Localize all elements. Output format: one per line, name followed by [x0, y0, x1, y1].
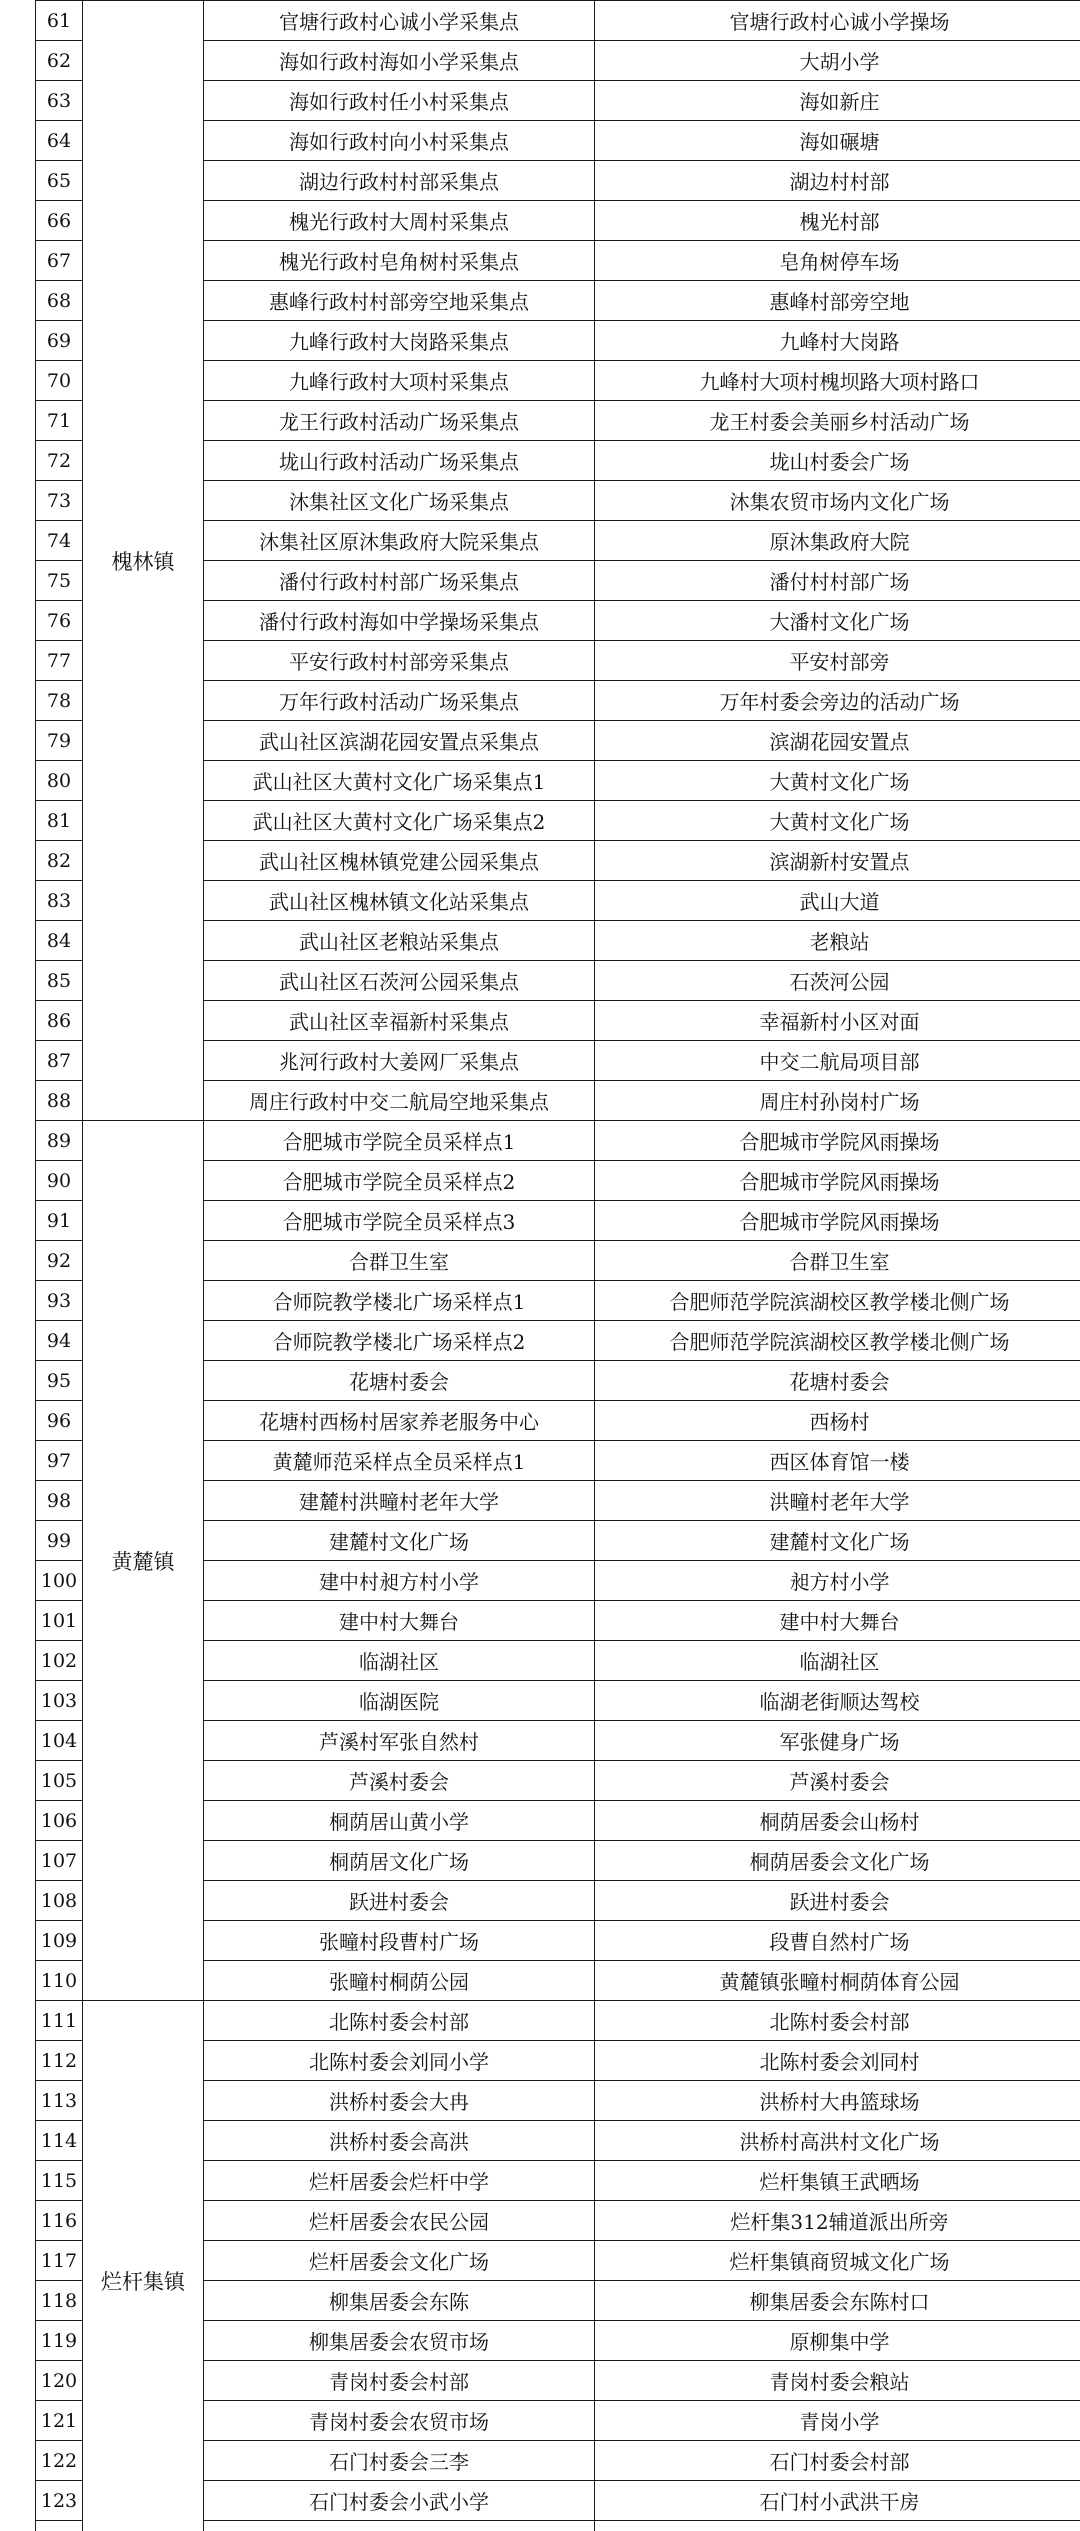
- row-number: 90: [36, 1161, 83, 1201]
- sampling-location: 西区体育馆一楼: [595, 1441, 1080, 1481]
- sampling-point-name: 临湖社区: [204, 1641, 595, 1681]
- sampling-location: 大黄村文化广场: [595, 761, 1080, 801]
- sampling-location: 烂杆集312辅道派出所旁: [595, 2201, 1080, 2241]
- row-number: 107: [36, 1841, 83, 1881]
- sampling-point-name: 惠峰行政村村部旁空地采集点: [204, 281, 595, 321]
- row-number: 121: [36, 2401, 83, 2441]
- sampling-point-name: [204, 2521, 595, 2531]
- row-number: 87: [36, 1041, 83, 1081]
- sampling-location: 合群卫生室: [595, 1241, 1080, 1281]
- sampling-location: 合肥城市学院风雨操场: [595, 1161, 1080, 1201]
- row-number: 109: [36, 1921, 83, 1961]
- sampling-location: 大黄村文化广场: [595, 801, 1080, 841]
- row-number: 65: [36, 161, 83, 201]
- row-number: 79: [36, 721, 83, 761]
- sampling-location: 滨湖花园安置点: [595, 721, 1080, 761]
- row-number: 115: [36, 2161, 83, 2201]
- row-number: 118: [36, 2281, 83, 2321]
- sampling-point-name: 海如行政村海如小学采集点: [204, 41, 595, 81]
- row-number: 100: [36, 1561, 83, 1601]
- sampling-point-name: 合肥城市学院全员采样点2: [204, 1161, 595, 1201]
- sampling-point-name: 洪桥村委会大冉: [204, 2081, 595, 2121]
- sampling-point-name: 桐荫居山黄小学: [204, 1801, 595, 1841]
- sampling-point-name: 武山社区滨湖花园安置点采集点: [204, 721, 595, 761]
- sampling-point-name: 沐集社区原沐集政府大院采集点: [204, 521, 595, 561]
- row-number: 88: [36, 1081, 83, 1121]
- sampling-location: 武山大道: [595, 881, 1080, 921]
- sampling-point-name: 桐荫居文化广场: [204, 1841, 595, 1881]
- sampling-point-name: 武山社区槐林镇党建公园采集点: [204, 841, 595, 881]
- row-number: 62: [36, 41, 83, 81]
- sampling-point-name: 兆河行政村大姜网厂采集点: [204, 1041, 595, 1081]
- row-number: 122: [36, 2441, 83, 2481]
- row-number: 96: [36, 1401, 83, 1441]
- sampling-point-name: 北陈村委会刘同小学: [204, 2041, 595, 2081]
- town-name-cell: 烂杆集镇: [83, 2001, 204, 2531]
- row-number: 103: [36, 1681, 83, 1721]
- sampling-point-name: 烂杆居委会文化广场: [204, 2241, 595, 2281]
- table-row: [36, 2001, 1080, 2041]
- sampling-location: 石茨河公园: [595, 961, 1080, 1001]
- table-body: [36, 1, 1080, 2531]
- sampling-point-name: 合肥城市学院全员采样点3: [204, 1201, 595, 1241]
- row-number: 101: [36, 1601, 83, 1641]
- sampling-location: 合肥师范学院滨湖校区教学楼北侧广场: [595, 1281, 1080, 1321]
- row-number: 75: [36, 561, 83, 601]
- row-number: 106: [36, 1801, 83, 1841]
- sampling-location: [595, 2521, 1080, 2531]
- table-row: [36, 1121, 1080, 1161]
- sampling-point-name: 潘付行政村村部广场采集点: [204, 561, 595, 601]
- sampling-point-name: 石门村委会三李: [204, 2441, 595, 2481]
- sampling-point-name: 槐光行政村大周村采集点: [204, 201, 595, 241]
- sampling-point-name: 沐集社区文化广场采集点: [204, 481, 595, 521]
- sampling-location: 九峰村大项村槐坝路大项村路口: [595, 361, 1080, 401]
- sampling-location: 段曹自然村广场: [595, 1921, 1080, 1961]
- sampling-point-name: 湖边行政村村部采集点: [204, 161, 595, 201]
- sampling-location: 垅山村委会广场: [595, 441, 1080, 481]
- sampling-location: 军张健身广场: [595, 1721, 1080, 1761]
- sampling-point-name: 官塘行政村心诚小学采集点: [204, 1, 595, 41]
- row-number: 72: [36, 441, 83, 481]
- row-number: 83: [36, 881, 83, 921]
- sampling-point-name: 柳集居委会东陈: [204, 2281, 595, 2321]
- sampling-location: 柳集居委会东陈村口: [595, 2281, 1080, 2321]
- sampling-point-name: 青岗村委会农贸市场: [204, 2401, 595, 2441]
- sampling-location: 烂杆集镇王武晒场: [595, 2161, 1080, 2201]
- sampling-location: 石门村小武洪干房: [595, 2481, 1080, 2521]
- sampling-location: 洪桥村高洪村文化广场: [595, 2121, 1080, 2161]
- sampling-location: 原沐集政府大院: [595, 521, 1080, 561]
- sampling-location: 潘付村村部广场: [595, 561, 1080, 601]
- sampling-location: 沐集农贸市场内文化广场: [595, 481, 1080, 521]
- sampling-location: 槐光村部: [595, 201, 1080, 241]
- sampling-location: 龙王村委会美丽乡村活动广场: [595, 401, 1080, 441]
- sampling-point-name: 合师院教学楼北广场采样点2: [204, 1321, 595, 1361]
- sampling-location: 海如碾塘: [595, 121, 1080, 161]
- sampling-point-name: 武山社区石茨河公园采集点: [204, 961, 595, 1001]
- sampling-point-name: 芦溪村委会: [204, 1761, 595, 1801]
- row-number: 68: [36, 281, 83, 321]
- row-number: 64: [36, 121, 83, 161]
- sampling-location: 北陈村委会刘同村: [595, 2041, 1080, 2081]
- sampling-location: 跃进村委会: [595, 1881, 1080, 1921]
- sampling-location: 芦溪村委会: [595, 1761, 1080, 1801]
- sampling-point-name: 武山社区大黄村文化广场采集点2: [204, 801, 595, 841]
- sampling-point-name: 武山社区槐林镇文化站采集点: [204, 881, 595, 921]
- row-number: 85: [36, 961, 83, 1001]
- row-number: 116: [36, 2201, 83, 2241]
- row-number: 82: [36, 841, 83, 881]
- sampling-point-name: 武山社区幸福新村采集点: [204, 1001, 595, 1041]
- row-number: 80: [36, 761, 83, 801]
- row-number: 119: [36, 2321, 83, 2361]
- row-number: [36, 2521, 83, 2531]
- row-number: 102: [36, 1641, 83, 1681]
- sampling-point-name: 周庄行政村中交二航局空地采集点: [204, 1081, 595, 1121]
- sampling-location: 平安村部旁: [595, 641, 1080, 681]
- sampling-point-name: 花塘村西杨村居家养老服务中心: [204, 1401, 595, 1441]
- sampling-location: 中交二航局项目部: [595, 1041, 1080, 1081]
- row-number: 123: [36, 2481, 83, 2521]
- row-number: 92: [36, 1241, 83, 1281]
- row-number: 81: [36, 801, 83, 841]
- row-number: 114: [36, 2121, 83, 2161]
- row-number: 91: [36, 1201, 83, 1241]
- row-number: 93: [36, 1281, 83, 1321]
- table-row: [36, 1, 1080, 41]
- sampling-point-name: 芦溪村军张自然村: [204, 1721, 595, 1761]
- row-number: 63: [36, 81, 83, 121]
- sampling-location: 湖边村村部: [595, 161, 1080, 201]
- sampling-location: 青岗小学: [595, 2401, 1080, 2441]
- table-container: [35, 0, 1080, 2531]
- row-number: 111: [36, 2001, 83, 2041]
- row-number: 77: [36, 641, 83, 681]
- sampling-points-table: [35, 0, 1080, 2531]
- sampling-point-name: 柳集居委会农贸市场: [204, 2321, 595, 2361]
- sampling-location: 北陈村委会村部: [595, 2001, 1080, 2041]
- sampling-location: 合肥城市学院风雨操场: [595, 1201, 1080, 1241]
- row-number: 112: [36, 2041, 83, 2081]
- row-number: 98: [36, 1481, 83, 1521]
- sampling-location: 石门村委会村部: [595, 2441, 1080, 2481]
- sampling-location: 建中村大舞台: [595, 1601, 1080, 1641]
- row-number: 66: [36, 201, 83, 241]
- row-number: 95: [36, 1361, 83, 1401]
- sampling-location: 九峰村大岗路: [595, 321, 1080, 361]
- sampling-point-name: 武山社区大黄村文化广场采集点1: [204, 761, 595, 801]
- row-number: 110: [36, 1961, 83, 2001]
- sampling-location: 合肥师范学院滨湖校区教学楼北侧广场: [595, 1321, 1080, 1361]
- sampling-point-name: 九峰行政村大项村采集点: [204, 361, 595, 401]
- sampling-point-name: 建麓村文化广场: [204, 1521, 595, 1561]
- sampling-point-name: 临湖医院: [204, 1681, 595, 1721]
- row-number: 113: [36, 2081, 83, 2121]
- sampling-location: 昶方村小学: [595, 1561, 1080, 1601]
- sampling-location: 建麓村文化广场: [595, 1521, 1080, 1561]
- row-number: 84: [36, 921, 83, 961]
- sampling-point-name: 九峰行政村大岗路采集点: [204, 321, 595, 361]
- sampling-point-name: 槐光行政村皂角树村采集点: [204, 241, 595, 281]
- sampling-location: 老粮站: [595, 921, 1080, 961]
- sampling-location: 临湖老街顺达驾校: [595, 1681, 1080, 1721]
- row-number: 61: [36, 1, 83, 41]
- sampling-point-name: 花塘村委会: [204, 1361, 595, 1401]
- sampling-location: 黄麓镇张疃村桐荫体育公园: [595, 1961, 1080, 2001]
- sampling-location: 洪桥村大冉篮球场: [595, 2081, 1080, 2121]
- row-number: 76: [36, 601, 83, 641]
- sampling-point-name: 合肥城市学院全员采样点1: [204, 1121, 595, 1161]
- sampling-point-name: 张疃村桐荫公园: [204, 1961, 595, 2001]
- sampling-point-name: 北陈村委会村部: [204, 2001, 595, 2041]
- row-number: 89: [36, 1121, 83, 1161]
- sampling-location: 桐荫居委会山杨村: [595, 1801, 1080, 1841]
- sampling-location: 皂角树停车场: [595, 241, 1080, 281]
- sampling-point-name: 洪桥村委会高洪: [204, 2121, 595, 2161]
- sampling-point-name: 海如行政村任小村采集点: [204, 81, 595, 121]
- sampling-location: 滨湖新村安置点: [595, 841, 1080, 881]
- row-number: 69: [36, 321, 83, 361]
- row-number: 105: [36, 1761, 83, 1801]
- sampling-point-name: 海如行政村向小村采集点: [204, 121, 595, 161]
- sampling-point-name: 龙王行政村活动广场采集点: [204, 401, 595, 441]
- row-number: 117: [36, 2241, 83, 2281]
- sampling-location: 惠峰村部旁空地: [595, 281, 1080, 321]
- sampling-point-name: 合群卫生室: [204, 1241, 595, 1281]
- sampling-point-name: 平安行政村村部旁采集点: [204, 641, 595, 681]
- sampling-location: 洪疃村老年大学: [595, 1481, 1080, 1521]
- sampling-location: 西杨村: [595, 1401, 1080, 1441]
- sampling-point-name: 建麓村洪疃村老年大学: [204, 1481, 595, 1521]
- sampling-point-name: 武山社区老粮站采集点: [204, 921, 595, 961]
- sampling-point-name: 万年行政村活动广场采集点: [204, 681, 595, 721]
- row-number: 74: [36, 521, 83, 561]
- sampling-point-name: 石门村委会小武小学: [204, 2481, 595, 2521]
- sampling-point-name: 张疃村段曹村广场: [204, 1921, 595, 1961]
- row-number: 120: [36, 2361, 83, 2401]
- row-number: 78: [36, 681, 83, 721]
- sampling-location: 烂杆集镇商贸城文化广场: [595, 2241, 1080, 2281]
- row-number: 67: [36, 241, 83, 281]
- row-number: 94: [36, 1321, 83, 1361]
- sampling-location: 青岗村委会粮站: [595, 2361, 1080, 2401]
- sampling-location: 花塘村委会: [595, 1361, 1080, 1401]
- sampling-location: 幸福新村小区对面: [595, 1001, 1080, 1041]
- sampling-point-name: 烂杆居委会农民公园: [204, 2201, 595, 2241]
- row-number: 73: [36, 481, 83, 521]
- row-number: 86: [36, 1001, 83, 1041]
- sampling-point-name: 潘付行政村海如中学操场采集点: [204, 601, 595, 641]
- town-name-cell: 黄麓镇: [83, 1121, 204, 2001]
- row-number: 71: [36, 401, 83, 441]
- sampling-point-name: 青岗村委会村部: [204, 2361, 595, 2401]
- row-number: 108: [36, 1881, 83, 1921]
- sampling-location: 大胡小学: [595, 41, 1080, 81]
- sampling-point-name: 合师院教学楼北广场采样点1: [204, 1281, 595, 1321]
- sampling-location: 官塘行政村心诚小学操场: [595, 1, 1080, 41]
- row-number: 99: [36, 1521, 83, 1561]
- sampling-point-name: 黄麓师范采样点全员采样点1: [204, 1441, 595, 1481]
- sampling-location: 桐荫居委会文化广场: [595, 1841, 1080, 1881]
- sampling-location: 万年村委会旁边的活动广场: [595, 681, 1080, 721]
- sampling-point-name: 建中村大舞台: [204, 1601, 595, 1641]
- sampling-point-name: 垅山行政村活动广场采集点: [204, 441, 595, 481]
- sampling-point-name: 跃进村委会: [204, 1881, 595, 1921]
- sampling-location: 大潘村文化广场: [595, 601, 1080, 641]
- sampling-location: 周庄村孙岗村广场: [595, 1081, 1080, 1121]
- sampling-point-name: 烂杆居委会烂杆中学: [204, 2161, 595, 2201]
- row-number: 104: [36, 1721, 83, 1761]
- sampling-location: 海如新庄: [595, 81, 1080, 121]
- sampling-location: 原柳集中学: [595, 2321, 1080, 2361]
- sampling-location: 合肥城市学院风雨操场: [595, 1121, 1080, 1161]
- sampling-location: 临湖社区: [595, 1641, 1080, 1681]
- row-number: 97: [36, 1441, 83, 1481]
- sampling-point-name: 建中村昶方村小学: [204, 1561, 595, 1601]
- town-name-cell: 槐林镇: [83, 1, 204, 1121]
- row-number: 70: [36, 361, 83, 401]
